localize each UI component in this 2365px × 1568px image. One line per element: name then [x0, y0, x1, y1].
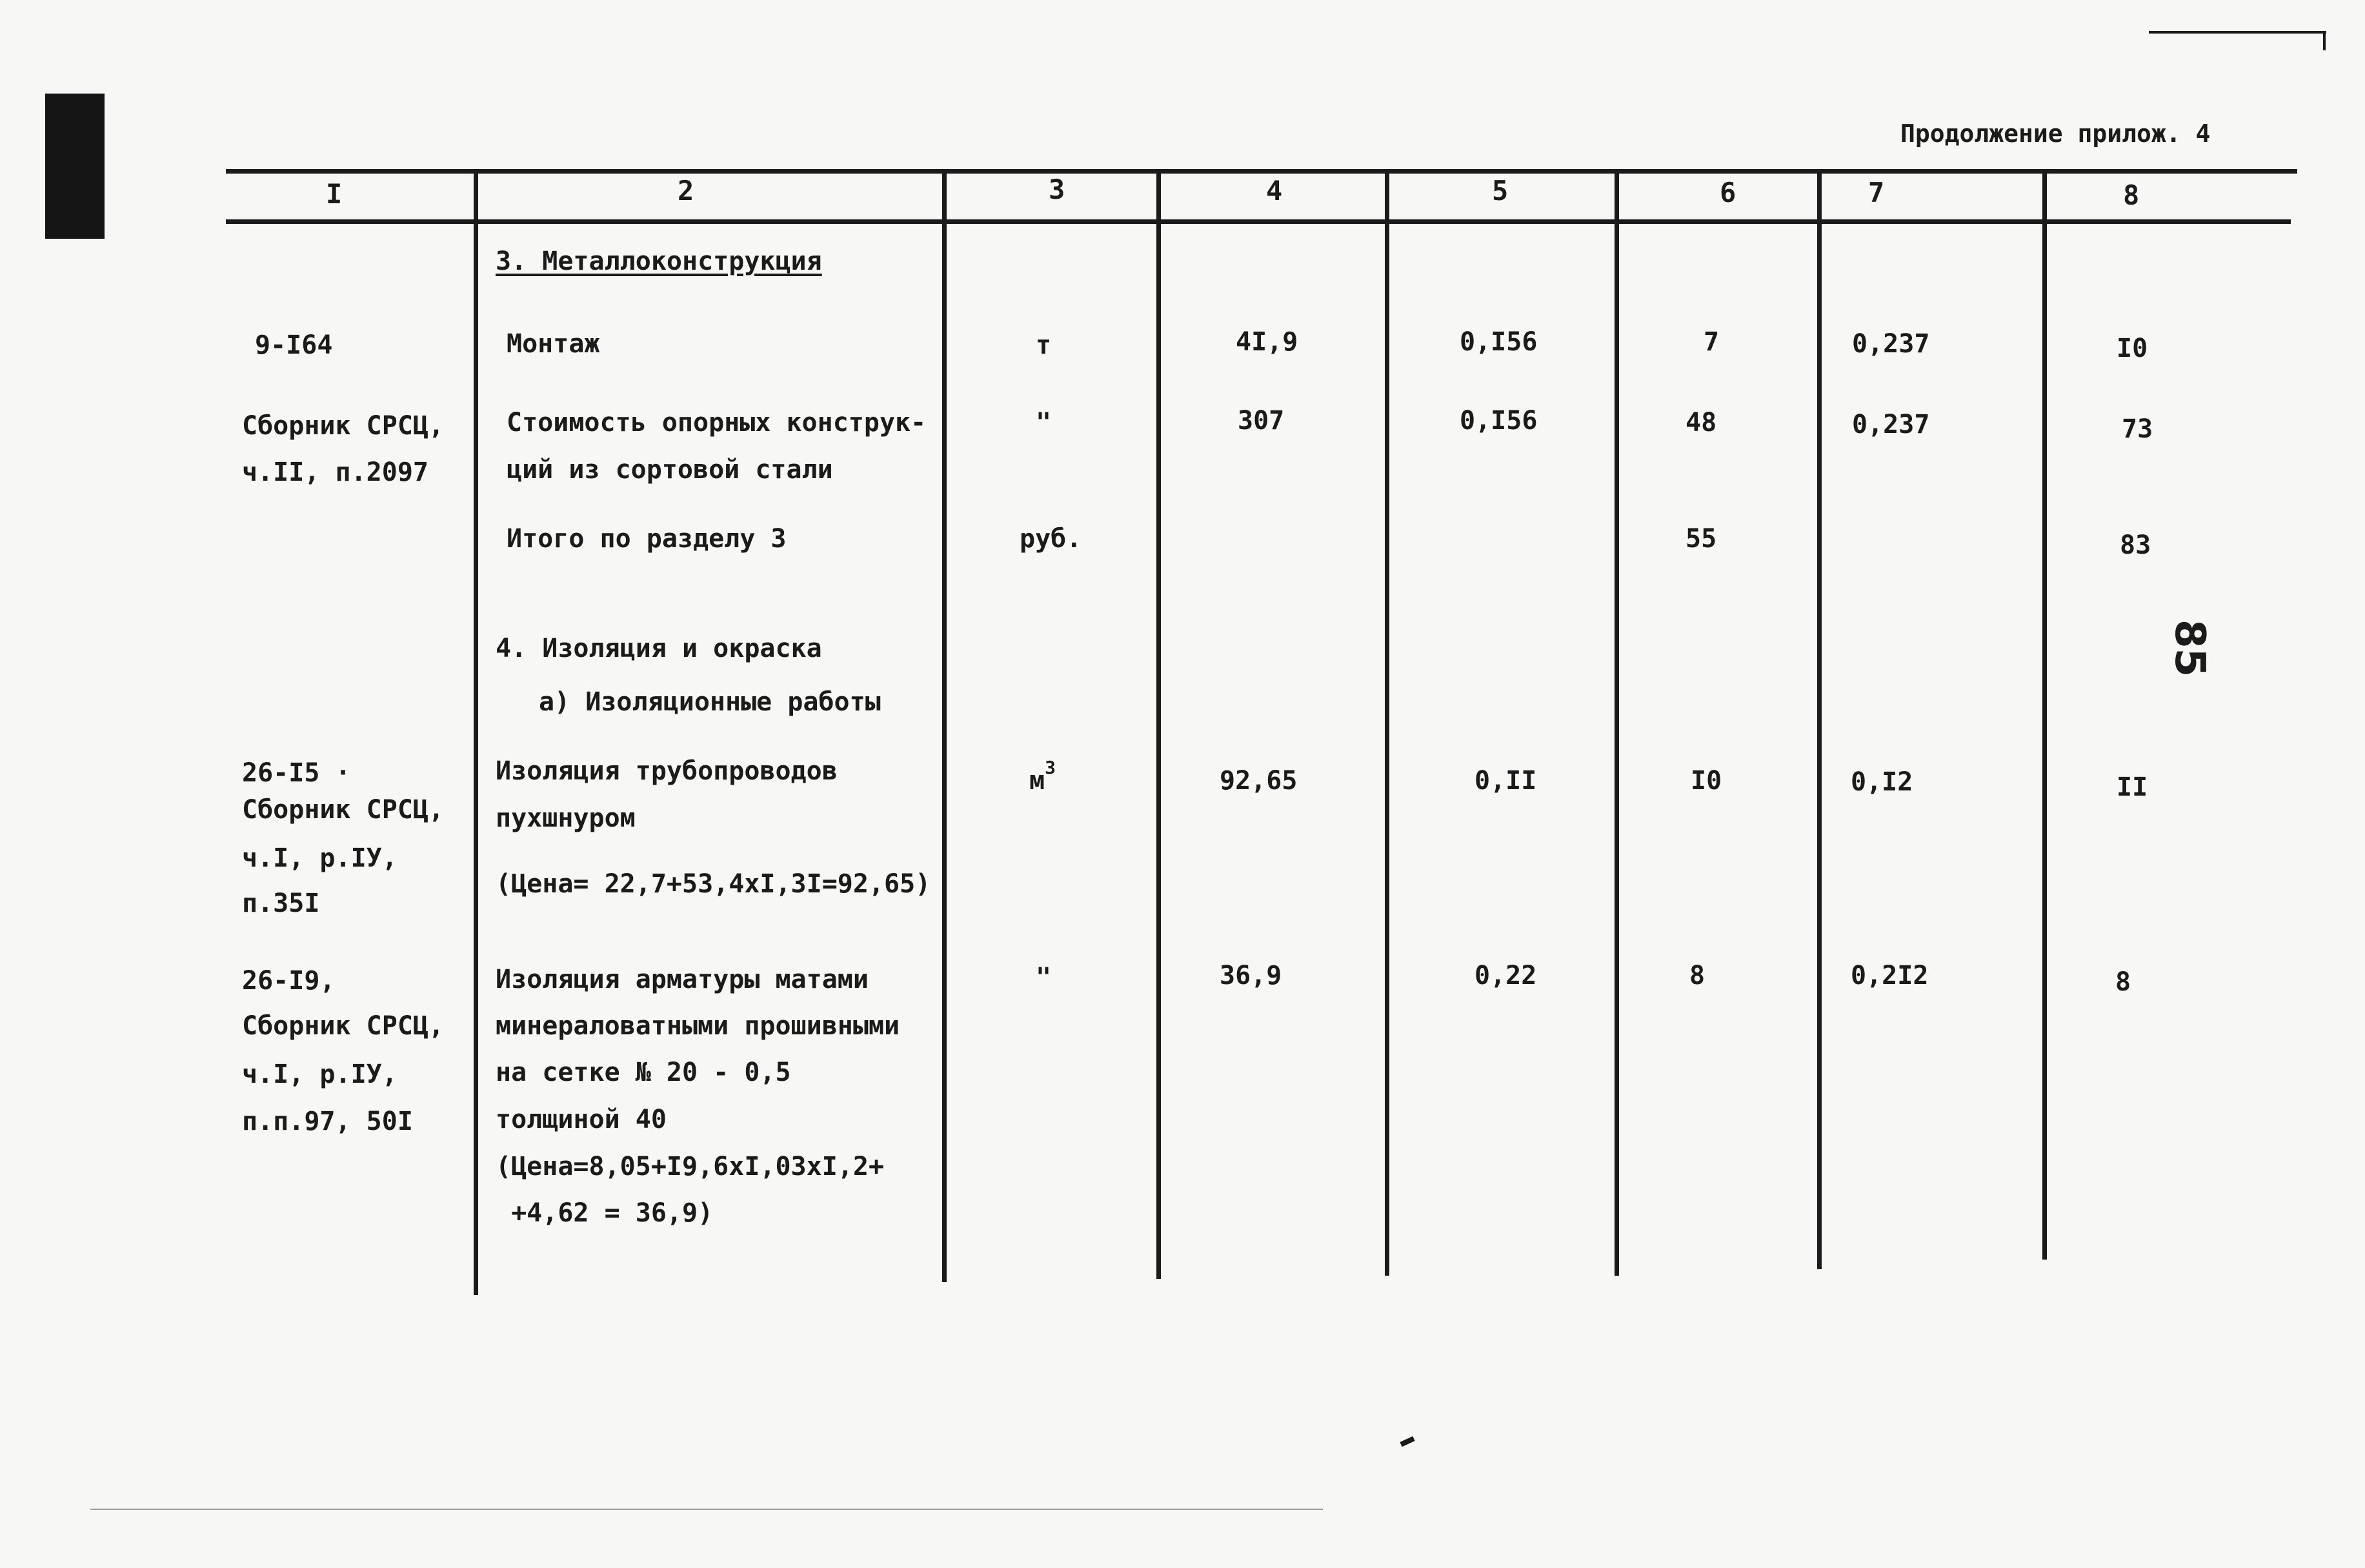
row-unit: ": [1036, 963, 1052, 992]
column-divider-7: [2042, 169, 2047, 1260]
section-total-value-6: 55: [1686, 524, 1717, 554]
section-total-label: Итого по разделу 3: [507, 524, 787, 554]
column-divider-6: [1817, 169, 1822, 1269]
row-quantity: 92,65: [1220, 766, 1298, 796]
row-name: Монтаж: [507, 329, 600, 359]
row-value-6: 7: [1704, 327, 1720, 357]
row-unit: [1029, 757, 1056, 796]
column-header-4: 4: [1266, 175, 1283, 206]
section-title: [496, 636, 822, 661]
row-code: п.35I: [242, 889, 320, 918]
scan-speck: [1400, 1436, 1414, 1447]
row-value-8: I0: [2117, 334, 2148, 363]
column-divider-1: [474, 169, 478, 1295]
column-divider-2: [942, 169, 947, 1282]
column-header-5: 5: [1492, 175, 1509, 206]
row-value-8: II: [2117, 772, 2148, 802]
corner-mark-vertical: [2323, 31, 2326, 50]
row-value-5: 0,II: [1474, 766, 1537, 796]
row-unit-exponent: 3: [1045, 757, 1056, 778]
table-top-rule: [226, 169, 2297, 174]
column-header-1: I: [326, 178, 343, 210]
column-header-6: 6: [1720, 177, 1736, 208]
page-number: 85: [2166, 619, 2213, 678]
section-title-text: 4. Изоляция и окраска: [496, 634, 822, 663]
row-unit-text: м: [1029, 766, 1045, 796]
row-value-5: 0,I56: [1460, 327, 1538, 357]
row-code: Сборник СРСЦ,: [242, 411, 445, 441]
row-value-7: 0,I2: [1851, 767, 1913, 797]
row-value-8: 8: [2115, 967, 2131, 997]
row-price-formula: (Цена=8,05+I9,6хI,03хI,2+: [496, 1152, 885, 1181]
row-code: Сборник СРСЦ,: [242, 795, 445, 825]
row-name: на сетке № 20 - 0,5: [496, 1058, 791, 1087]
column-header-2: 2: [678, 175, 694, 206]
row-name: Стоимость опорных конструк-: [507, 408, 927, 437]
header-bottom-rule: [226, 219, 2291, 224]
section-total-value-8: 83: [2120, 530, 2151, 560]
row-name: Изоляция трубопроводов: [496, 756, 838, 786]
row-quantity: 36,9: [1220, 961, 1282, 990]
row-value-7: 0,2I2: [1851, 961, 1929, 990]
scan-blot: [45, 94, 105, 239]
row-quantity: 307: [1238, 406, 1285, 436]
column-divider-4: [1385, 169, 1389, 1276]
row-value-6: 8: [1689, 961, 1706, 990]
column-header-3: 3: [1049, 174, 1065, 205]
row-unit: ": [1036, 408, 1052, 437]
column-divider-5: [1615, 169, 1619, 1276]
row-value-6: 48: [1686, 408, 1717, 437]
row-code: 26-I5 ·: [242, 758, 351, 788]
row-value-8: 73: [2122, 414, 2153, 444]
section-subtitle: а) Изоляционные работы: [539, 687, 881, 717]
row-code: ч.II, п.2097: [242, 457, 428, 487]
row-quantity: 4I,9: [1236, 327, 1298, 357]
corner-mark: [2149, 31, 2326, 34]
row-value-6: I0: [1691, 766, 1722, 796]
row-value-7: 0,237: [1852, 410, 1930, 439]
row-name: ций из сортовой стали: [507, 455, 833, 485]
row-value-5: 0,22: [1474, 961, 1537, 990]
row-name: пухшнуром: [496, 803, 636, 833]
section-total-unit: руб.: [1020, 524, 1082, 554]
column-divider-3: [1156, 169, 1161, 1279]
row-code: 9-I64: [255, 330, 333, 360]
row-code: ч.I, р.IУ,: [242, 843, 398, 873]
row-value-5: 0,I56: [1460, 406, 1538, 436]
row-price-formula: +4,62 = 36,9): [496, 1198, 714, 1228]
scan-line: [90, 1509, 1323, 1510]
row-code: п.п.97, 50I: [242, 1107, 413, 1136]
continuation-label: Продолжение прилож. 4: [1900, 119, 2211, 148]
column-header-7: 7: [1868, 177, 1885, 208]
section-title: 3. Металлоконструкция: [496, 246, 822, 276]
row-code: Сборник СРСЦ,: [242, 1011, 445, 1041]
row-value-7: 0,237: [1852, 329, 1930, 359]
row-name: толщиной 40: [496, 1105, 667, 1134]
row-price-formula: (Цена= 22,7+53,4хI,3I=92,65): [496, 869, 931, 899]
row-unit: т: [1036, 330, 1052, 360]
row-name: минераловатными прошивными: [496, 1011, 900, 1041]
column-header-8: 8: [2123, 179, 2140, 211]
row-name: Изоляция арматуры матами: [496, 965, 869, 994]
row-code: ч.I, р.IУ,: [242, 1060, 398, 1089]
row-code: 26-I9,: [242, 966, 336, 996]
